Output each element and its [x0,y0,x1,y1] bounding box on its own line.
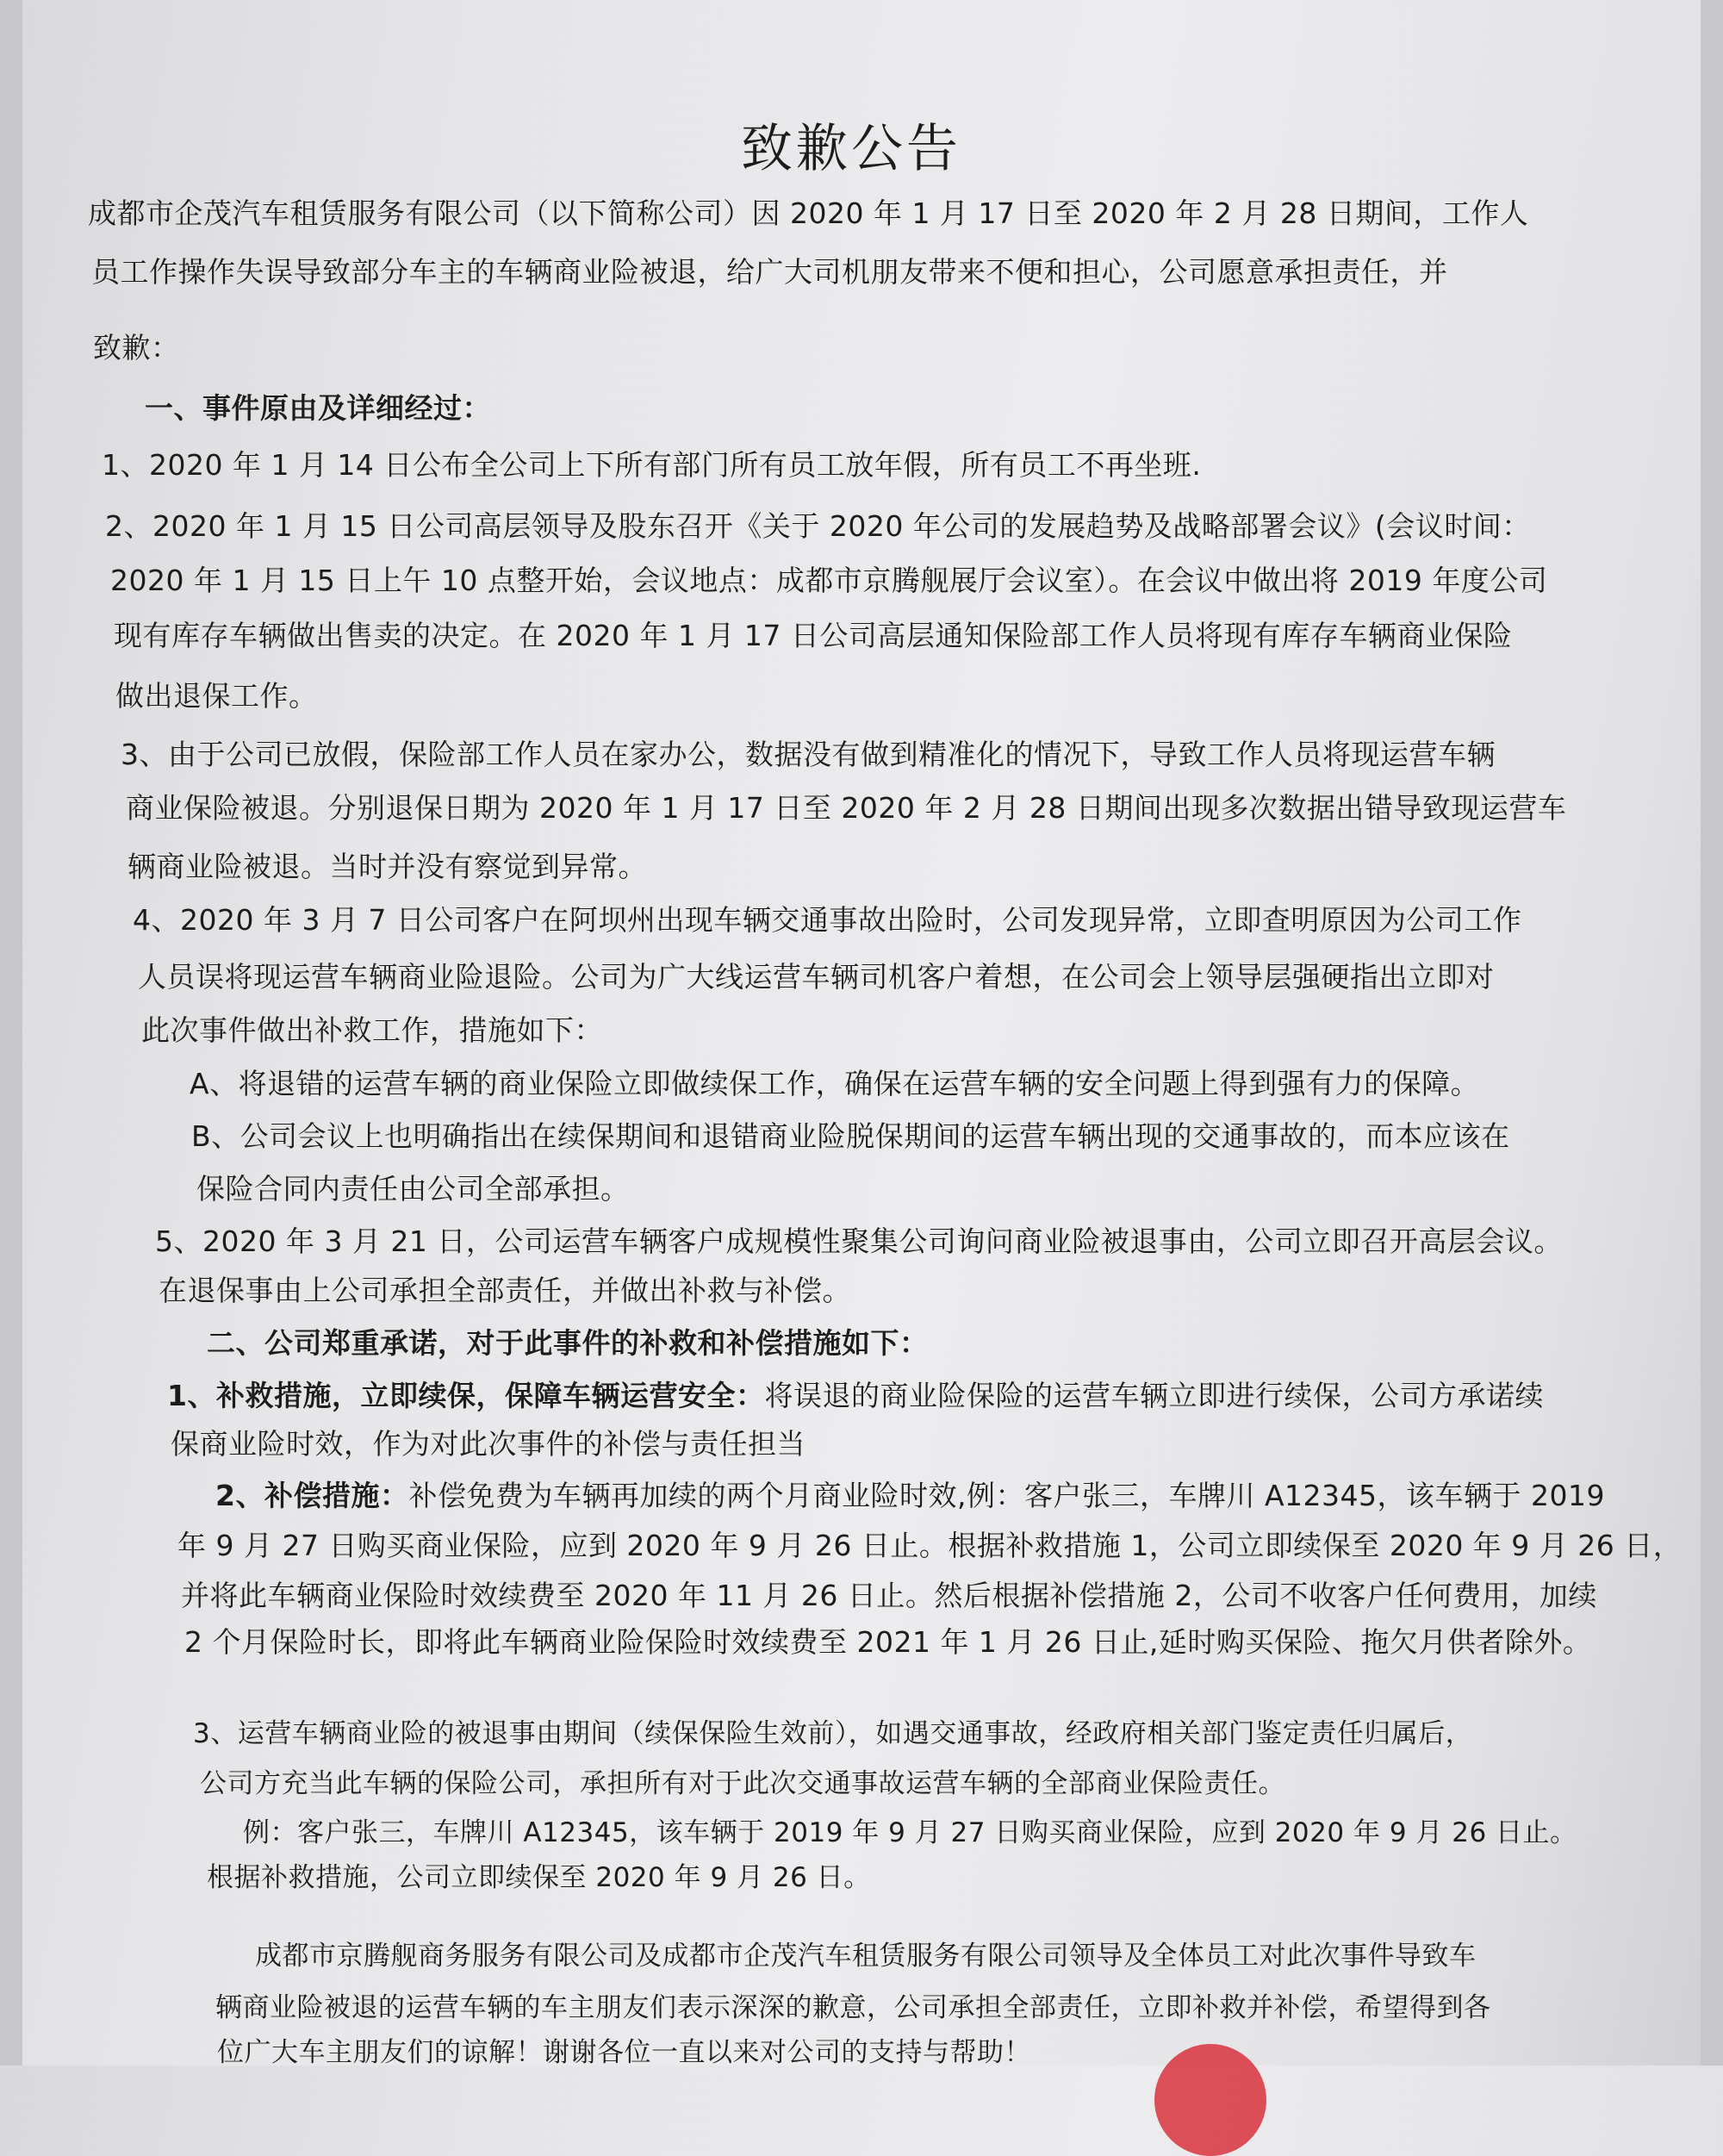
body-line: 人员误将现运营车辆商业险退险。公司为广大线运营车辆司机客户着想，在公司会上领导层强硬指出立即对 [138,960,1495,994]
paper-edge-right [1701,0,1723,2066]
body-line: 2 个月保险时长，即将此车辆商业险保险时效续费至 2021 年 1 月 26 日止,延时购买保险、拖欠月供者除外。 [184,1625,1592,1659]
body-line: 现有库存车辆做出售卖的决定。在 2020 年 1 月 17 日公司高层通知保险部工作人员将现有库存车辆商业保险 [114,619,1513,652]
measure-label: 1、补救措施，立即续保，保障车辆运营安全： [167,1379,765,1412]
body-line [167,1374,1544,1414]
body-line: 1、2020 年 1 月 14 日公布全公司上下所有部门所有员工放年假，所有员工不再坐班. [102,448,1202,482]
section-heading: 二、公司郑重承诺，对于此事件的补救和补偿措施如下： [207,1326,929,1360]
body-line: 3、运营车辆商业险的被退事由期间（续保保险生效前），如遇交通事故，经政府相关部门鉴定责任归属后， [193,1718,1473,1749]
intro-line: 员工作操作失误导致部分车主的车辆商业险被退，给广大司机朋友带来不便和担心，公司愿意承担责任，并 [91,255,1448,289]
body-line: 保商业险时效，作为对此次事件的补偿与责任担当 [171,1427,806,1461]
example-line: 根据补救措施，公司立即续保至 2020 年 9 月 26 日。 [207,1862,871,1893]
body-line: B、公司会议上也明确指出在续保期间和退错商业险脱保期间的运营车辆出现的交通事故的，而本应该在 [191,1119,1510,1153]
body-line: 2020 年 1 月 15 日上午 10 点整开始，会议地点：成都市京腾舰展厅会议室）。在会议中做出将 2019 年度公司 [110,564,1548,597]
section-heading: 一、事件原由及详细经过： [145,391,491,425]
closing-line: 成都市京腾舰商务服务有限公司及成都市企茂汽车租赁服务有限公司领导及全体员工对此次事件导致车 [255,1941,1477,1972]
example-line: 例：客户张三，车牌川 A12345，该车辆于 2019 年 9 月 27 日购买商业保险，应到 2020 年 9 月 26 日止。 [243,1817,1577,1848]
closing-line: 位广大车主朋友们的谅解！谢谢各位一直以来对公司的支持与帮助！ [217,2037,1031,2068]
body-line: 此次事件做出补救工作，措施如下： [141,1013,603,1047]
body-line: 3、由于公司已放假，保险部工作人员在家办公，数据没有做到精准化的情况下，导致工作人员将现运营车辆 [121,738,1496,771]
body-line [215,1474,1605,1514]
body-line: 辆商业险被退。当时并没有察觉到异常。 [128,850,647,883]
body-line: 做出退保工作。 [115,679,318,713]
document-title: 致歉公告 [741,119,961,179]
measure-label: 2、补偿措施： [215,1479,409,1512]
body-line: 2、2020 年 1 月 15 日公司高层领导及股东召开《关于 2020 年公司的发展趋势及战略部署会议》(会议时间： [105,509,1531,543]
measure-text: 补偿免费为车辆再加续的两个月商业险时效,例：客户张三，车牌川 A12345，该车辆于 2019 [408,1479,1605,1512]
intro-line: 成都市企茂汽车租赁服务有限公司（以下简称公司）因 2020 年 1 月 17 日至 2020 年 2 月 28 日期间，工作人 [88,196,1529,230]
body-line: 5、2020 年 3 月 21 日，公司运营车辆客户成规模性聚集公司询问商业险被退事由，公司立即召开高层会议。 [155,1224,1563,1258]
body-line: 年 9 月 27 日购买商业保险，应到 2020 年 9 月 26 日止。根据补救措施 1，公司立即续保至 2020 年 9 月 26 日， [177,1529,1683,1562]
body-line: 保险合同内责任由公司全部承担。 [196,1172,630,1206]
body-line: A、将退错的运营车辆的商业保险立即做续保工作，确保在运营车辆的安全问题上得到强有力的保障。 [190,1067,1480,1100]
body-line: 商业保险被退。分别退保日期为 2020 年 1 月 17 日至 2020 年 2 月 28 日期间出现多次数据出错导致现运营车 [126,791,1567,825]
body-line: 并将此车辆商业保险时效续费至 2020 年 11 月 26 日止。然后根据补偿措施 2，公司不收客户任何费用，加续 [181,1579,1597,1612]
body-line: 在退保事由上公司承担全部责任，并做出补救与补偿。 [159,1274,851,1307]
paper-edge-left [0,0,22,2066]
company-seal [1154,2044,1266,2156]
body-line: 公司方充当此车辆的保险公司，承担所有对于此次交通事故运营车辆的全部商业保险责任。 [200,1768,1285,1799]
body-line: 4、2020 年 3 月 7 日公司客户在阿坝州出现车辆交通事故出险时，公司发现异常，立即查明原因为公司工作 [133,903,1522,937]
closing-line: 辆商业险被退的运营车辆的车主朋友们表示深深的歉意，公司承担全部责任，立即补救并补偿，希望得到各 [215,1992,1491,2023]
intro-line: 致歉： [93,331,180,365]
measure-text: 将误退的商业险保险的运营车辆立即进行续保，公司方承诺续 [764,1379,1544,1412]
